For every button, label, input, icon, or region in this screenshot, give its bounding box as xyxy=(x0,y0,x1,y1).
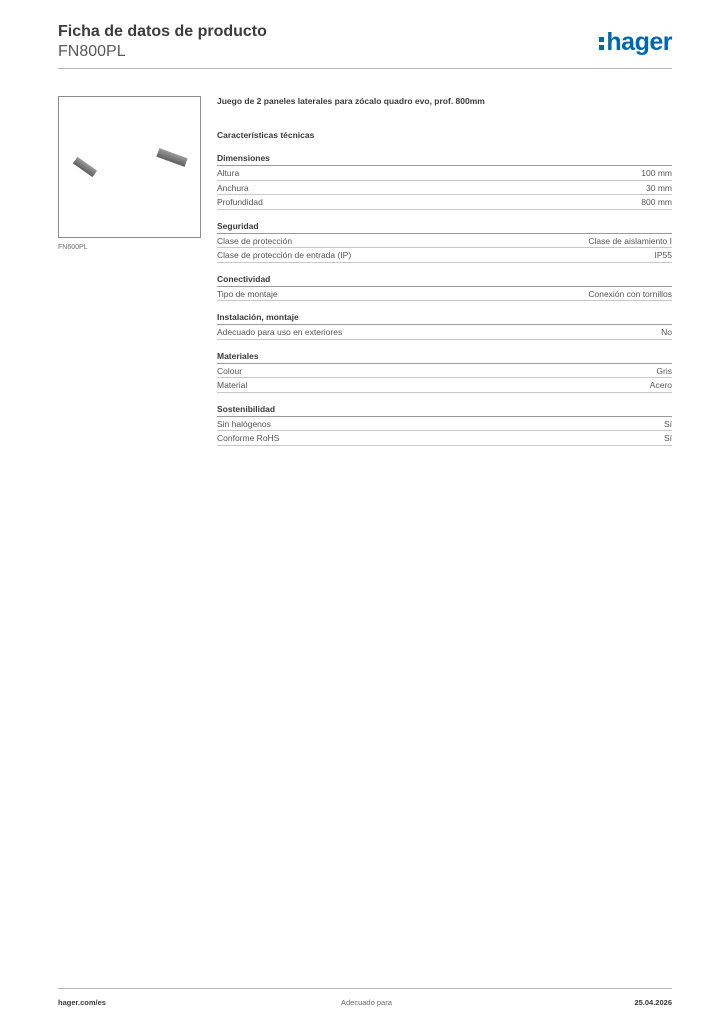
section-title: Seguridad xyxy=(217,219,672,234)
spec-row xyxy=(217,181,672,196)
product-code: FN800PL xyxy=(58,43,126,60)
footer-date: 25.04.2026 xyxy=(634,998,672,1007)
spec-value: Clase de aislamiento I xyxy=(588,235,672,246)
spec-row xyxy=(217,431,672,446)
spec-value: No xyxy=(661,327,672,337)
footer-website-link[interactable]: hager.com/es xyxy=(58,998,106,1007)
spec-row xyxy=(217,166,672,181)
logo-dots-icon xyxy=(599,35,605,51)
spec-label: Anchura xyxy=(217,182,249,193)
spec-label: Tipo de montaje xyxy=(217,288,278,299)
section-title: Materiales xyxy=(217,349,672,364)
section-dimensiones xyxy=(217,151,672,210)
spec-row xyxy=(217,248,672,263)
side-panel-left-image xyxy=(73,157,97,177)
spec-value: Gris xyxy=(656,365,672,376)
section-conectividad xyxy=(217,272,672,302)
spec-value: 800 mm xyxy=(641,197,672,207)
section-title: Dimensiones xyxy=(217,151,672,166)
spec-label: Sin halógenos xyxy=(217,418,271,429)
spec-value: 30 mm xyxy=(646,182,672,193)
hager-logo xyxy=(599,28,672,57)
spec-label: Colour xyxy=(217,365,243,376)
logo-text: hager xyxy=(606,28,672,56)
product-image xyxy=(58,96,201,238)
section-sostenibilidad xyxy=(217,402,672,446)
header-divider xyxy=(58,68,672,69)
document-title: Ficha de datos de producto xyxy=(58,23,267,40)
spec-label: Conforme RoHS xyxy=(217,433,280,443)
spec-value: 100 mm xyxy=(641,168,672,178)
spec-label: Clase de protección xyxy=(217,235,293,246)
section-seguridad xyxy=(217,219,672,263)
spec-value: Sí xyxy=(663,433,672,443)
spec-row xyxy=(217,325,672,340)
section-instalacion xyxy=(217,310,672,340)
spec-label: Adecuado para uso en exteriores xyxy=(217,327,343,337)
spec-value: Sí xyxy=(663,418,672,429)
image-caption: FN600PL xyxy=(58,244,88,251)
footer-divider xyxy=(58,988,672,989)
spec-row xyxy=(217,417,672,432)
spec-value: Conexión con tornillos xyxy=(588,288,672,299)
spec-row xyxy=(217,378,672,393)
page-header xyxy=(58,22,672,70)
spec-label: Material xyxy=(217,380,248,390)
product-description: Juego de 2 paneles laterales para zócalo quadro evo, prof. 800mm xyxy=(217,96,485,106)
spec-row xyxy=(217,195,672,210)
spec-content xyxy=(217,96,672,455)
spec-row xyxy=(217,234,672,249)
spec-value: IP55 xyxy=(654,250,672,260)
side-panel-right-image xyxy=(156,148,187,167)
tech-characteristics-heading: Características técnicas xyxy=(217,130,315,140)
spec-row xyxy=(217,364,672,379)
footer-center-text: Adecuado para xyxy=(341,998,392,1007)
section-title: Sostenibilidad xyxy=(217,402,672,417)
section-title: Conectividad xyxy=(217,272,672,287)
section-materiales xyxy=(217,349,672,393)
spec-value: Acero xyxy=(649,380,672,390)
spec-label: Clase de protección de entrada (IP) xyxy=(217,250,352,260)
spec-label: Profundidad xyxy=(217,197,263,207)
spec-row xyxy=(217,287,672,302)
page-footer xyxy=(58,998,672,1010)
section-title: Instalación, montaje xyxy=(217,310,672,325)
spec-label: Altura xyxy=(217,168,240,178)
